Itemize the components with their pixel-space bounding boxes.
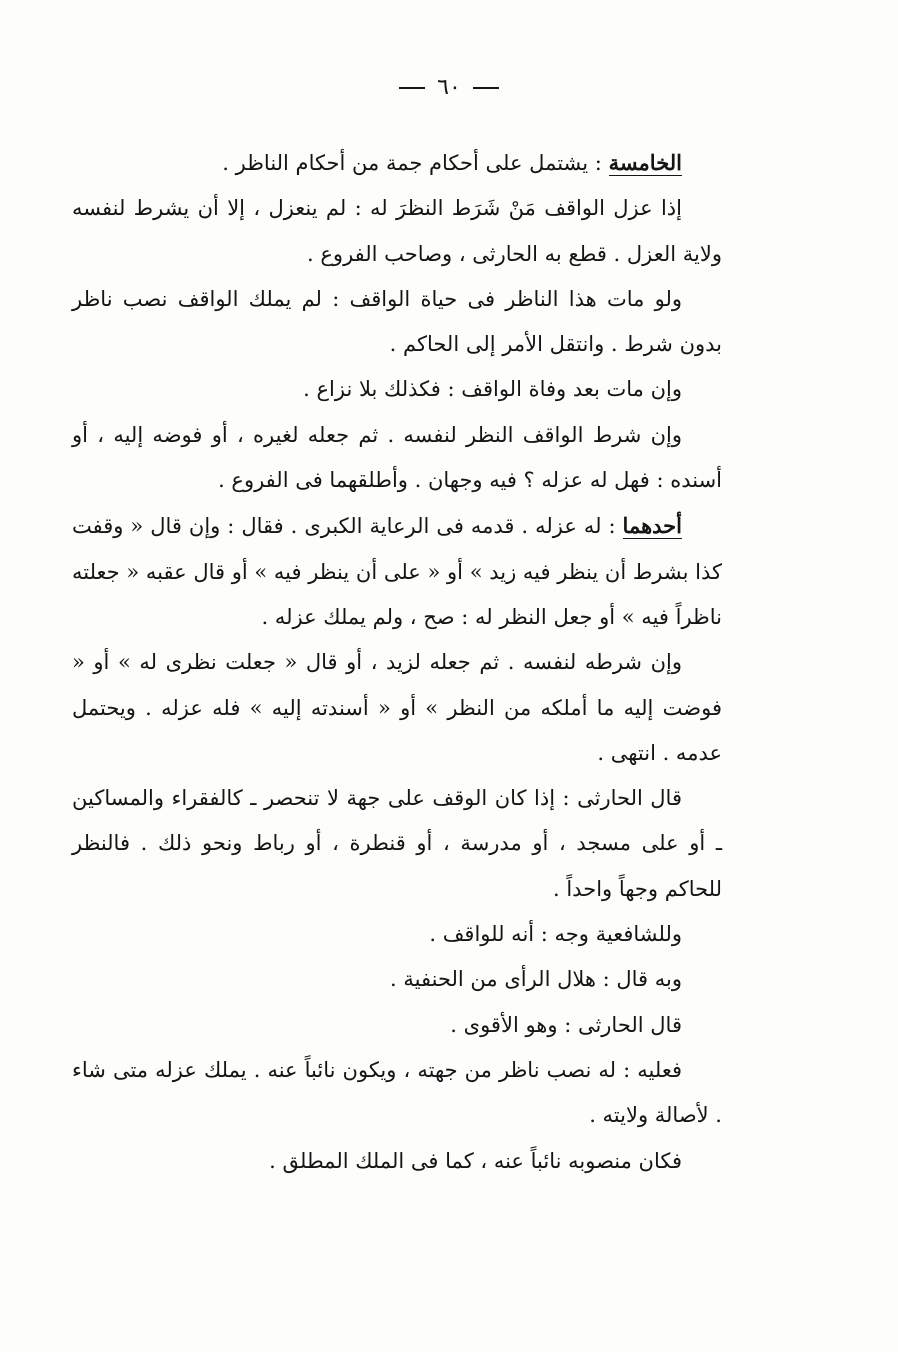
section-term: الخامسة xyxy=(608,150,682,175)
page-number xyxy=(0,68,898,108)
page-body xyxy=(72,140,722,1184)
left-dash xyxy=(399,87,425,89)
right-dash xyxy=(473,87,499,89)
paragraph-7: وإن شرطه لنفسه . ثم جعله لزيد ، أو قال « جعلت نظرى له » أو « فوضت إليه ما أملكه من النظر » أو « أسندته إليه » فله عزله . ويحتمل عدمه . انتهى . xyxy=(72,650,722,765)
paragraph-5: وإن شرط الواقف النظر لنفسه . ثم جعله لغيره ، أو فوضه إليه ، أو أسنده : فهل له عزله ؟ فيه وجهان . وأطلقهما فى الفروع . xyxy=(72,422,722,493)
paragraph-10: وبه قال : هلال الرأى من الحنفية . xyxy=(390,967,682,992)
page-number-text: ٦٠ xyxy=(437,75,461,100)
paragraph-9: وللشافعية وجه : أنه للواقف . xyxy=(429,922,682,947)
paragraph-12: فعليه : له نصب ناظر من جهته ، ويكون نائباً عنه . يملك عزله متى شاء . لأصالة ولايته . xyxy=(72,1057,722,1128)
paragraph-2: إذا عزل الواقف مَنْ شَرَط النظرَ له : لم ينعزل ، إلا أن يشرط لنفسه ولاية العزل . قطع به الحارثى ، وصاحب الفروع . xyxy=(72,196,722,266)
paragraph-4: وإن مات بعد وفاة الواقف : فكذلك بلا نزاع . xyxy=(303,377,682,402)
paragraph-11: قال الحارثى : وهو الأقوى . xyxy=(450,1012,682,1037)
first-opinion-term: أحدهما xyxy=(622,513,682,539)
paragraph-13: فكان منصوبه نائباً عنه ، كما فى الملك المطلق . xyxy=(269,1148,682,1173)
paragraph-3: ولو مات هذا الناظر فى حياة الواقف : لم يملك الواقف نصب ناظر بدون شرط . وانتقل الأمر إلى الحاكم . xyxy=(72,286,722,357)
paragraph-text: : يشتمل على أحكام جمة من أحكام الناظر . xyxy=(222,151,609,175)
paragraph-8: قال الحارثى : إذا كان الوقف على جهة لا تنحصر ـ كالفقراء والمساكين ـ أو على مسجد ، أو مدرسة ، أو قنطرة ، أو رباط ونحو ذلك . فالنظر للحاكم وجهاً واحداً . xyxy=(72,786,722,901)
paragraph-1 xyxy=(72,140,722,186)
paragraph-6 xyxy=(72,503,722,640)
paragraph-text: : له عزله . قدمه فى الرعاية الكبرى . فقال : وإن قال « وقفت كذا بشرط أن ينظر فيه زيد » أو « على أن ينظر فيه » أو قال عقبه « جعلته ناظراً فيه » أو جعل النظر له : صح ، ولم يملك عزله . xyxy=(72,514,722,629)
